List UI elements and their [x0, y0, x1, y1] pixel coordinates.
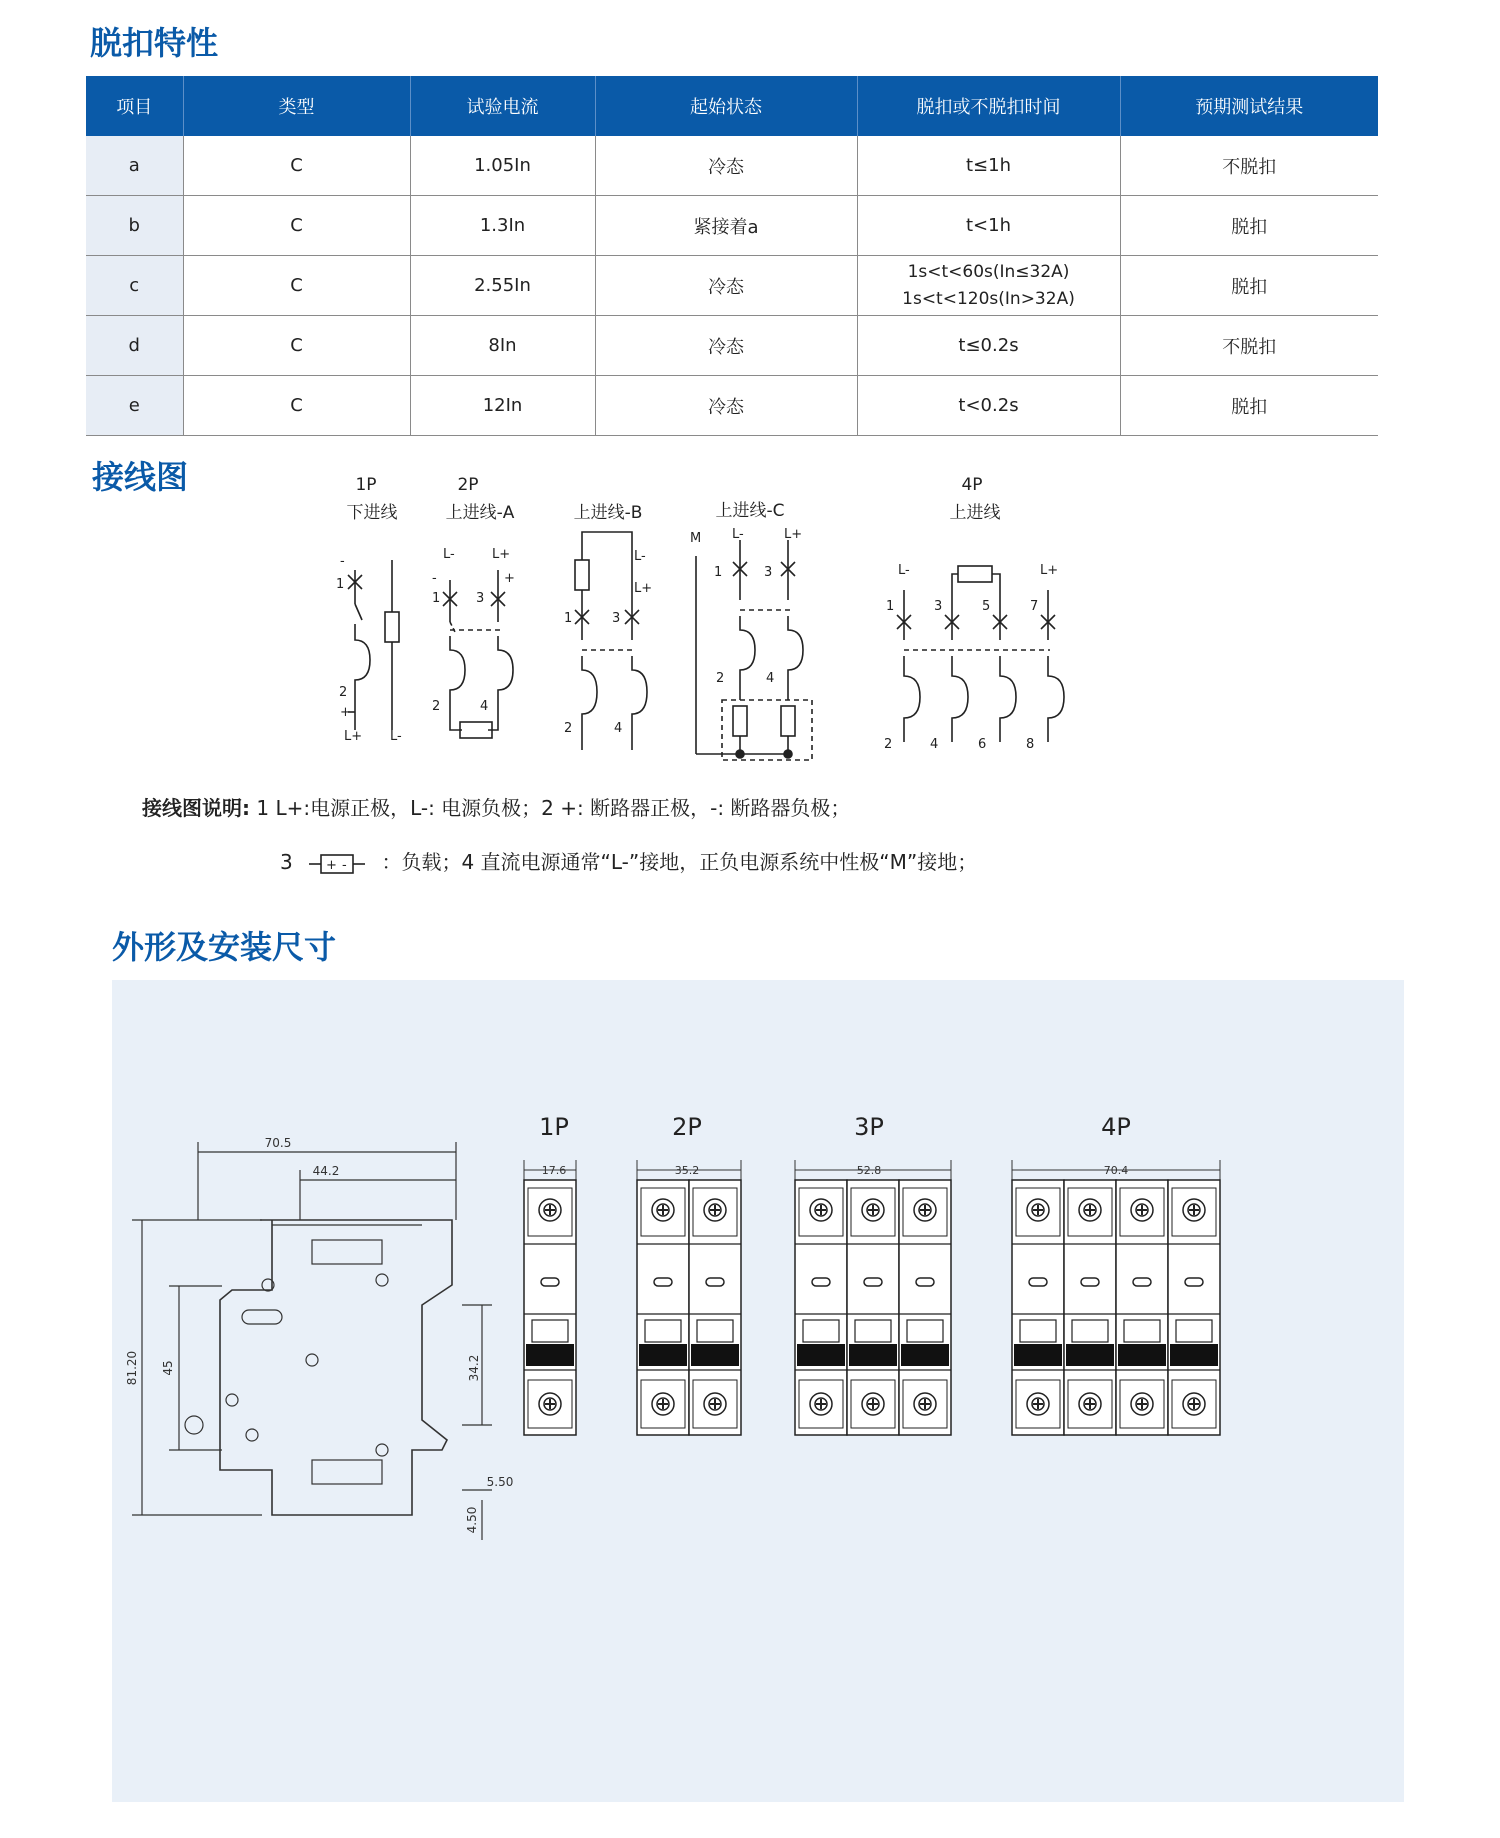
header-current: 试验电流: [410, 76, 595, 136]
sym-plus: +: [504, 571, 515, 586]
wiring-note-line2: [280, 846, 977, 876]
label-2p: 2P: [457, 475, 479, 495]
section-title-wiring: 接线图: [92, 458, 189, 496]
cell-state: 冷态: [595, 136, 857, 196]
term-lplus: L+: [344, 729, 363, 744]
dim-offset-a: 5.50: [486, 1475, 514, 1489]
term-4: 4: [614, 721, 623, 736]
dim-height-inner: 45: [161, 1360, 175, 1376]
pole-label: 2P: [672, 1113, 702, 1141]
term-1: 1: [432, 591, 441, 606]
table-row: [86, 316, 1378, 376]
term-3: 3: [764, 565, 773, 580]
pole-width: 35.2: [674, 1164, 700, 1177]
term-7: 7: [1030, 599, 1039, 614]
dim-height-total: 81.20: [125, 1350, 139, 1386]
wiring-note-text2: ：负载；4 直流电源通常“L-”接地，正负电源系统中性极“M”接地；: [381, 850, 978, 874]
breaker-front-view: [524, 1160, 576, 1435]
dim-rail-height: 34.2: [467, 1354, 481, 1382]
label-2p-c: 上进线-C: [715, 501, 785, 521]
svg-text:-: -: [342, 857, 347, 873]
header-type: 类型: [183, 76, 410, 136]
cell-type: C: [183, 196, 410, 256]
term-lplus: L+: [634, 581, 653, 596]
breaker-front-view: [637, 1160, 741, 1435]
term-8: 8: [1026, 737, 1035, 752]
term-2: 2: [339, 685, 348, 700]
term-1: 1: [886, 599, 895, 614]
term-lminus: L-: [732, 527, 744, 542]
cell-item: c: [86, 256, 183, 316]
svg-text:+: +: [326, 857, 337, 873]
pole-view-3p: [795, 1113, 951, 1435]
sym-plus: +: [340, 705, 351, 720]
label-1p: 1P: [355, 475, 377, 495]
term-lminus: L-: [390, 729, 402, 744]
cell-type: C: [183, 256, 410, 316]
wiring-note-text1: 1 L+:电源正极，L-: 电源负极；2 +: 断路器正极，-: 断路器负极；: [256, 796, 851, 820]
term-1: 1: [336, 577, 345, 592]
term-2: 2: [564, 721, 573, 736]
wiring-note-line1: [142, 792, 850, 821]
table-row: [86, 376, 1378, 436]
dim-width-inner: 44.2: [312, 1164, 340, 1178]
cell-state: 紧接着a: [595, 196, 857, 256]
dim-offset-b: 4.50: [465, 1506, 479, 1534]
pole-label: 3P: [854, 1113, 884, 1141]
cell-state: 冷态: [595, 376, 857, 436]
label-2p-a: 上进线-A: [445, 503, 515, 523]
label-1p-sub: 下进线: [346, 503, 398, 523]
cell-type: C: [183, 316, 410, 376]
pole-label: 1P: [539, 1113, 569, 1141]
label-4p: 4P: [961, 475, 983, 495]
wiring-diagrams: [0, 460, 1500, 780]
dim-width-total: 70.5: [264, 1136, 292, 1150]
cell-time-line1: 1s<t<60s(In≤32A): [907, 261, 1070, 282]
cell-item: b: [86, 196, 183, 256]
sym-minus: -: [340, 554, 345, 569]
header-item: 项目: [86, 76, 183, 136]
cell-state: 冷态: [595, 316, 857, 376]
cell-time: [857, 256, 1120, 316]
cell-type: C: [183, 136, 410, 196]
header-result: 预期测试结果: [1120, 76, 1378, 136]
term-lminus: L-: [634, 549, 646, 564]
section-title-trip: 脱扣特性: [90, 24, 219, 62]
cell-current: 2.55In: [410, 256, 595, 316]
cell-result: 不脱扣: [1120, 136, 1378, 196]
term-3: 3: [476, 591, 485, 606]
term-4: 4: [766, 671, 775, 686]
diagram-2p-b: [575, 532, 647, 750]
cell-current: 1.05In: [410, 136, 595, 196]
pole-views: [524, 1113, 1220, 1435]
trip-characteristics-table: [86, 76, 1378, 436]
term-m: M: [690, 531, 702, 546]
cell-current: 1.3In: [410, 196, 595, 256]
label-2p-b: 上进线-B: [573, 503, 643, 523]
wiring-note-title: 接线图说明:: [142, 796, 250, 820]
term-5: 5: [982, 599, 991, 614]
term-3: 3: [934, 599, 943, 614]
cell-time: t<0.2s: [857, 376, 1120, 436]
label-4p-sub: 上进线: [949, 503, 1001, 523]
dimension-drawings: [112, 980, 1404, 1802]
side-view-drawing: [132, 1142, 492, 1540]
wiring-note-num3: 3: [280, 850, 293, 874]
term-lminus: L-: [443, 547, 455, 562]
term-lplus: L+: [784, 527, 803, 542]
diagram-4p: [897, 566, 1064, 742]
cell-item: d: [86, 316, 183, 376]
term-4: 4: [930, 737, 939, 752]
cell-result: 不脱扣: [1120, 316, 1378, 376]
term-2: 2: [432, 699, 441, 714]
diagram-1p: [348, 560, 399, 730]
cell-item: a: [86, 136, 183, 196]
breaker-front-view: [795, 1160, 951, 1435]
cell-current: 12In: [410, 376, 595, 436]
cell-result: 脱扣: [1120, 376, 1378, 436]
term-6: 6: [978, 737, 987, 752]
cell-time: t<1h: [857, 196, 1120, 256]
cell-result: 脱扣: [1120, 256, 1378, 316]
header-time: 脱扣或不脱扣时间: [857, 76, 1120, 136]
dimensions-panel: [112, 980, 1404, 1802]
pole-view-1p: [524, 1113, 576, 1435]
pole-view-2p: [637, 1113, 741, 1435]
header-state: 起始状态: [595, 76, 857, 136]
term-4: 4: [480, 699, 489, 714]
table-row: [86, 136, 1378, 196]
section-title-dimensions: 外形及安装尺寸: [112, 928, 337, 966]
cell-state: 冷态: [595, 256, 857, 316]
cell-type: C: [183, 376, 410, 436]
pole-width: 52.8: [856, 1164, 882, 1177]
pole-label: 4P: [1101, 1113, 1131, 1141]
cell-time-line2: 1s<t<120s(In>32A): [902, 288, 1075, 309]
cell-time: t≤0.2s: [857, 316, 1120, 376]
load-symbol-icon: [309, 852, 365, 876]
term-1: 1: [564, 611, 573, 626]
term-lminus: L-: [898, 563, 910, 578]
pole-width: 70.4: [1103, 1164, 1129, 1177]
term-lplus: L+: [1040, 563, 1059, 578]
cell-time: t≤1h: [857, 136, 1120, 196]
term-1: 1: [714, 565, 723, 580]
term-3: 3: [612, 611, 621, 626]
table-row: [86, 196, 1378, 256]
term-2: 2: [884, 737, 893, 752]
sym-minus: -: [432, 571, 437, 586]
table-header-row: [86, 76, 1378, 136]
cell-item: e: [86, 376, 183, 436]
pole-view-4p: [1012, 1113, 1220, 1435]
cell-result: 脱扣: [1120, 196, 1378, 256]
breaker-front-view: [1012, 1160, 1220, 1435]
table-row: [86, 256, 1378, 316]
pole-width: 17.6: [541, 1164, 567, 1177]
term-2: 2: [716, 671, 725, 686]
cell-current: 8In: [410, 316, 595, 376]
term-lplus: L+: [492, 547, 511, 562]
